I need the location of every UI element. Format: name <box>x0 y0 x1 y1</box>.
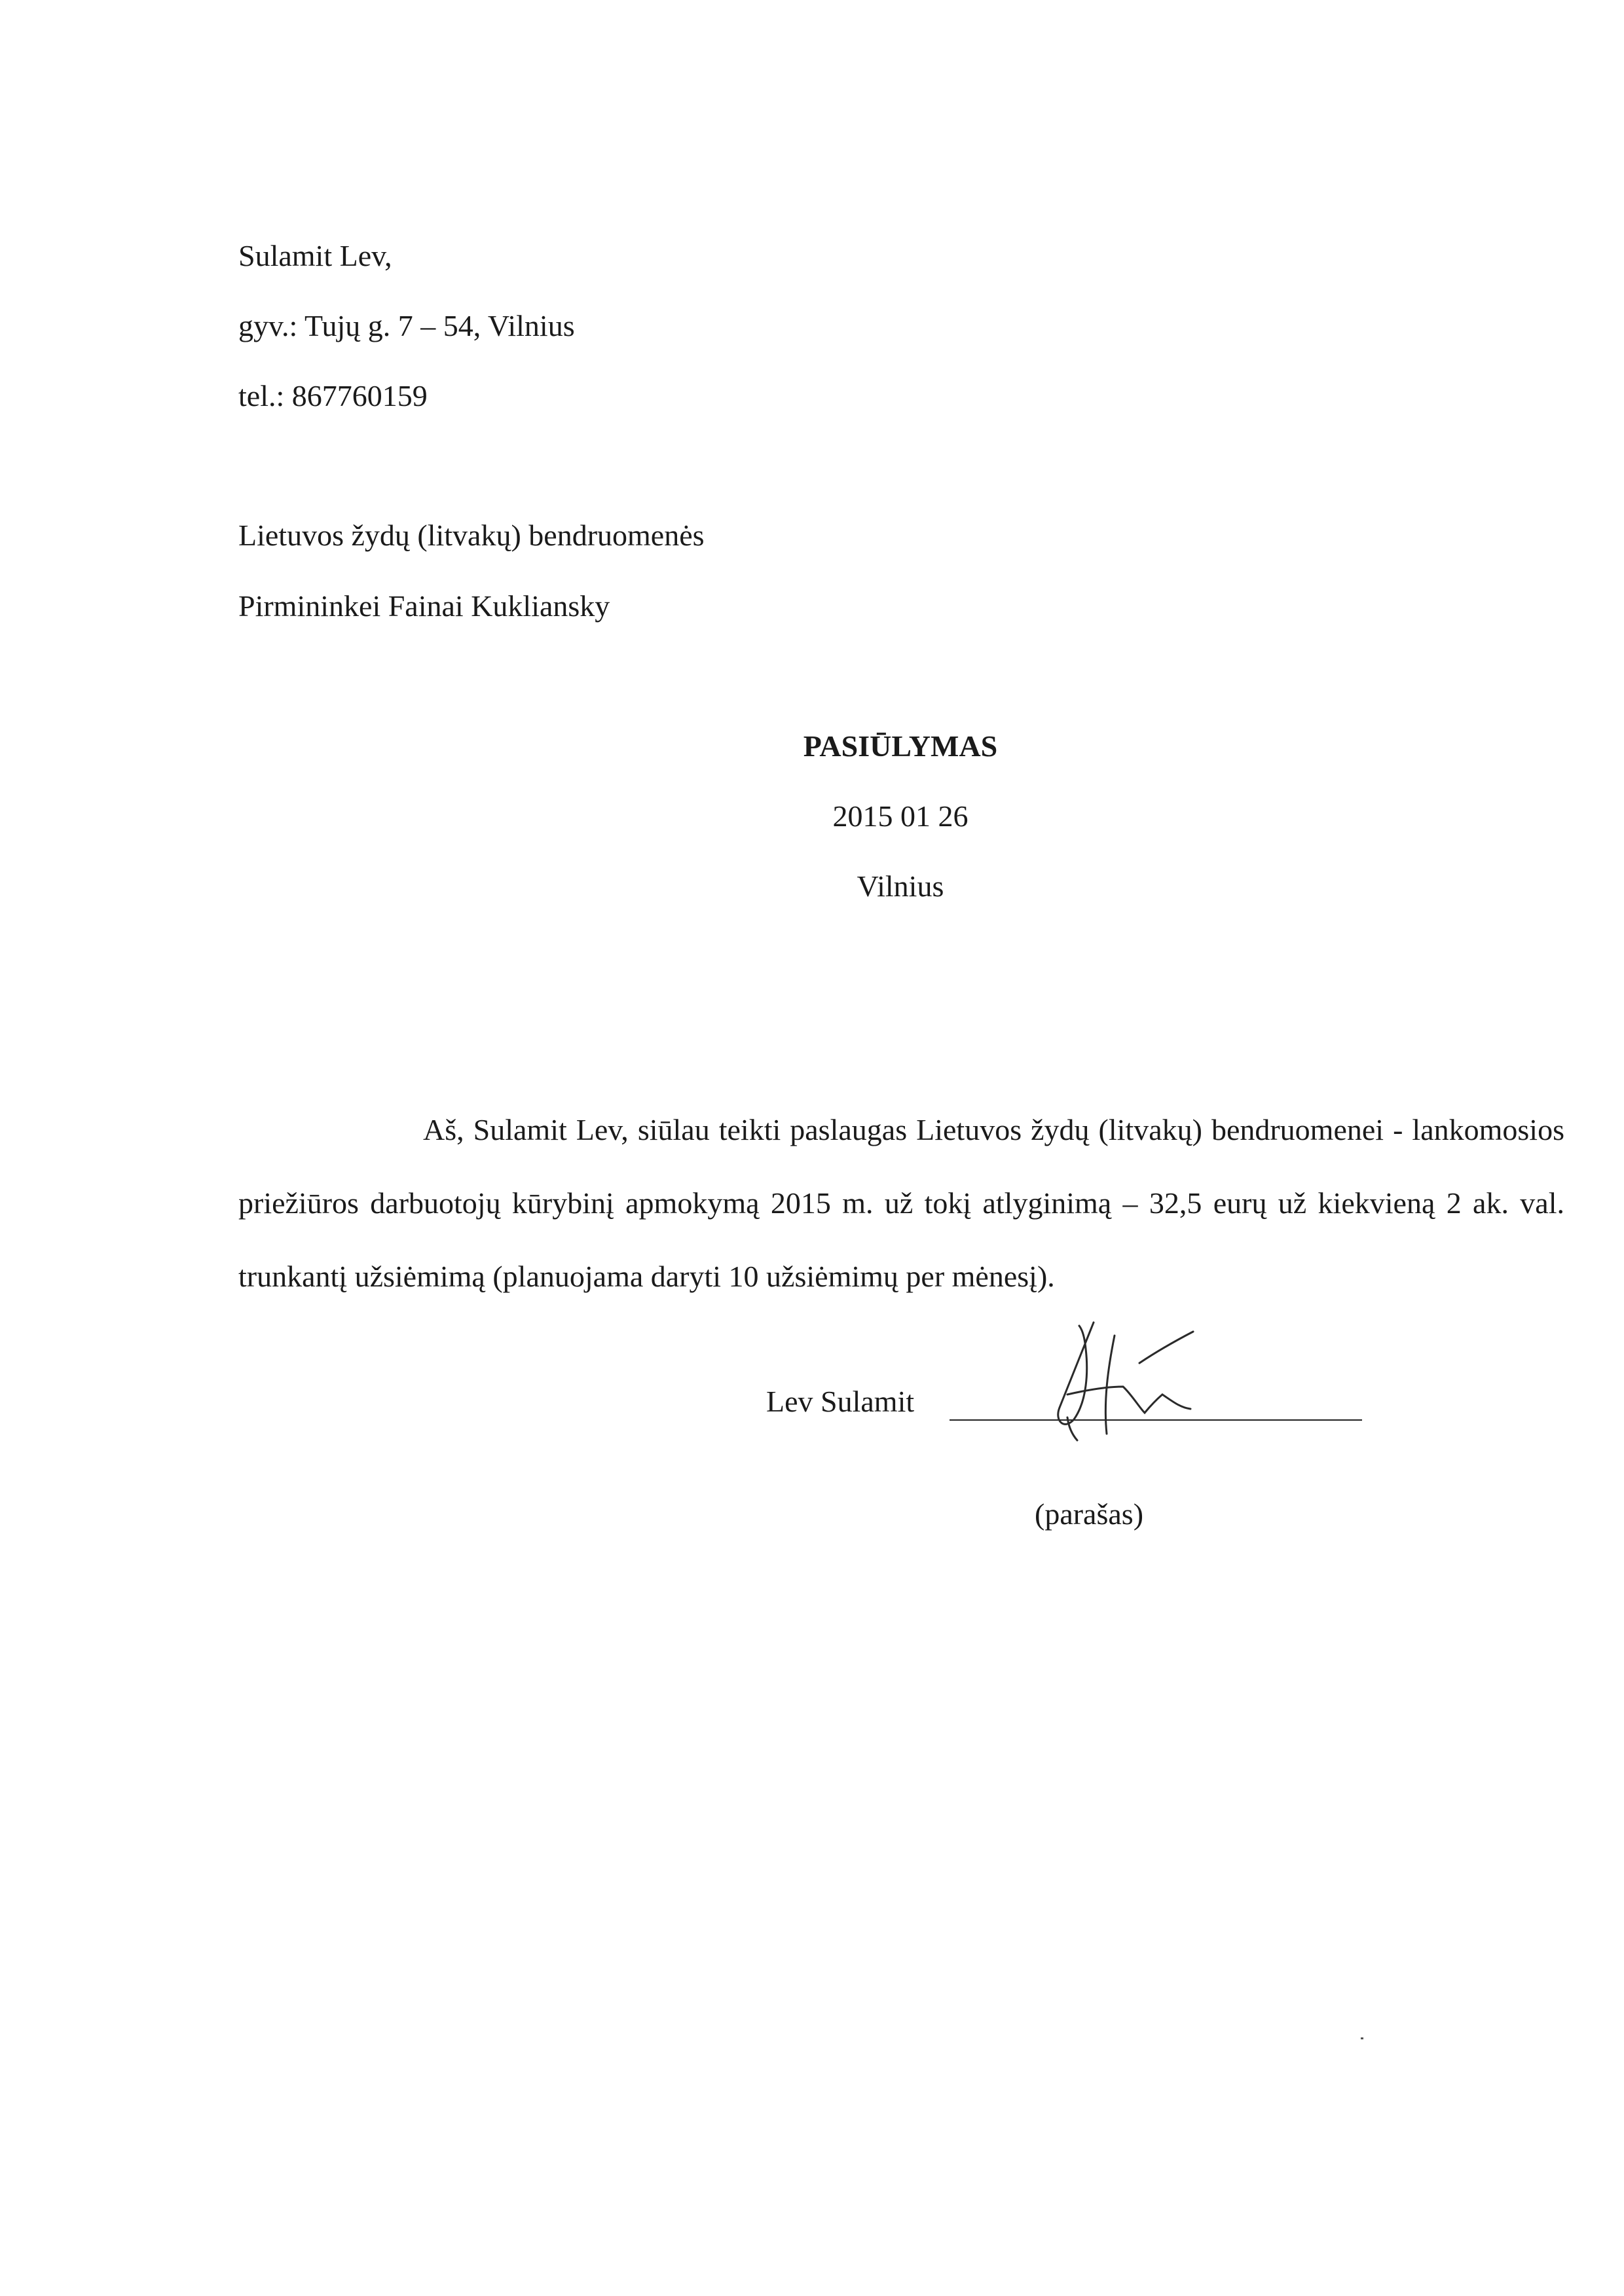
sender-address: gyv.: Tujų g. 7 – 54, Vilnius <box>238 309 575 342</box>
signature-caption: (parašas) <box>1035 1497 1144 1531</box>
handwritten-signature <box>1041 1309 1211 1447</box>
document-title: PASIŪLYMAS <box>803 729 998 763</box>
recipient-organization: Lietuvos žydų (litvakų) bendruomenės <box>238 519 705 552</box>
document-date: 2015 01 26 <box>832 799 969 833</box>
sender-phone: tel.: 867760159 <box>238 379 428 412</box>
scan-speck <box>1361 2037 1363 2039</box>
recipient-person: Pirmininkei Fainai Kukliansky <box>238 589 610 623</box>
document-place: Vilnius <box>857 869 944 903</box>
signatory-name: Lev Sulamit <box>766 1385 915 1418</box>
sender-name: Sulamit Lev, <box>238 239 392 272</box>
body-paragraph: Aš, Sulamit Lev, siūlau teikti paslaugas Lietuvos žydų (litvakų) bendruomenei - lankomosios priežiūros darbuotojų kūrybinį apmokymą 2015 m. už tokį atlyginimą – 32,5 eurų už kiekvieną 2 ak. val. trunkantį užsiėmimą (planuojama daryti 10 užsiėmimų per mėnesį). <box>238 1113 1564 1293</box>
